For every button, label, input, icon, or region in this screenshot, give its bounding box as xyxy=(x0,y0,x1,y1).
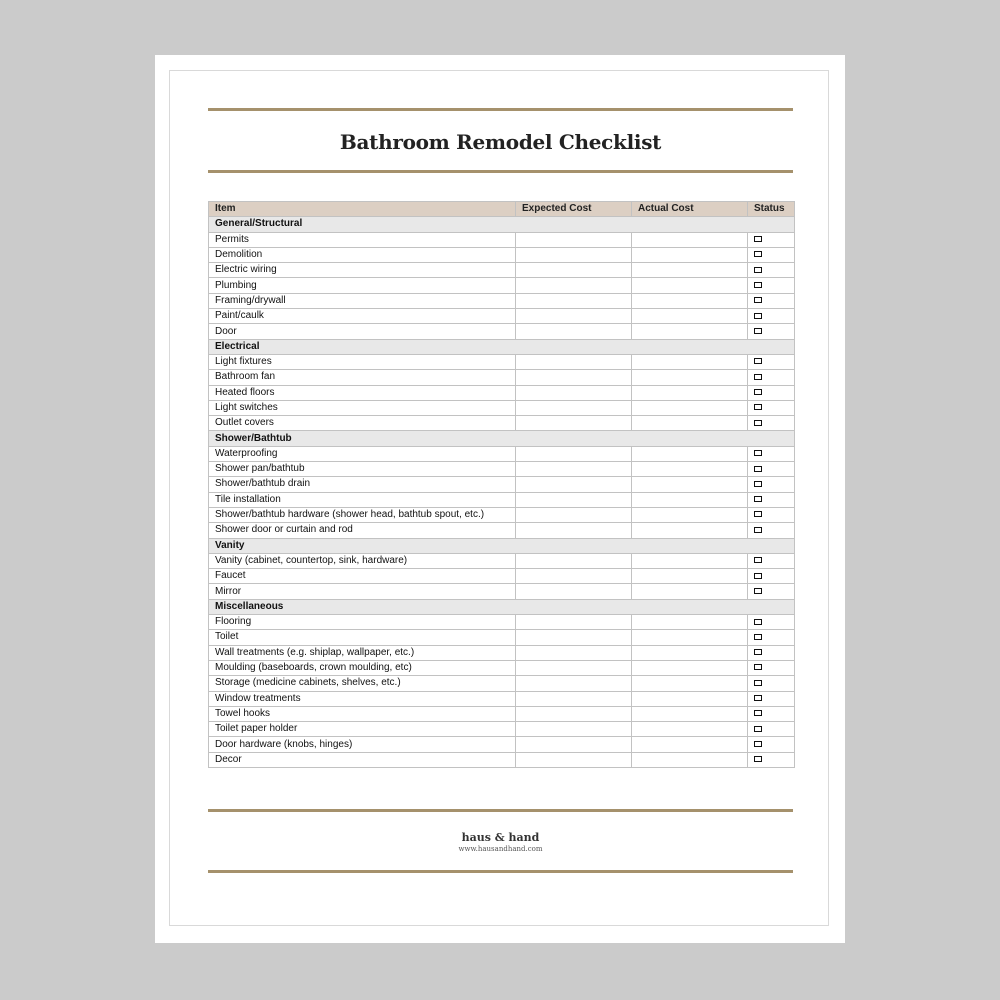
status-cell xyxy=(748,584,795,599)
checkbox-icon[interactable] xyxy=(754,695,762,701)
item-name: Faucet xyxy=(209,569,516,584)
checkbox-icon[interactable] xyxy=(754,313,762,319)
item-name: Towel hooks xyxy=(209,706,516,721)
section-row xyxy=(209,538,795,553)
section-label: Electrical xyxy=(209,339,795,354)
actual-cost-cell[interactable] xyxy=(632,324,748,339)
top-rule xyxy=(208,108,793,111)
actual-cost-cell[interactable] xyxy=(632,569,748,584)
expected-cost-cell[interactable] xyxy=(516,706,632,721)
checkbox-icon[interactable] xyxy=(754,328,762,334)
item-name: Mirror xyxy=(209,584,516,599)
checkbox-icon[interactable] xyxy=(754,374,762,380)
status-cell xyxy=(748,706,795,721)
expected-cost-cell[interactable] xyxy=(516,676,632,691)
status-cell xyxy=(748,354,795,369)
section-label: Vanity xyxy=(209,538,795,553)
header-expected-cost: Expected Cost xyxy=(516,202,632,217)
status-cell xyxy=(748,676,795,691)
checkbox-icon[interactable] xyxy=(754,573,762,579)
item-name: Toilet paper holder xyxy=(209,722,516,737)
expected-cost-cell[interactable] xyxy=(516,492,632,507)
actual-cost-cell[interactable] xyxy=(632,645,748,660)
table-row xyxy=(209,293,795,308)
table-row xyxy=(209,569,795,584)
table-row xyxy=(209,706,795,721)
checkbox-icon[interactable] xyxy=(754,420,762,426)
item-name: Door xyxy=(209,324,516,339)
item-name: Door hardware (knobs, hinges) xyxy=(209,737,516,752)
actual-cost-cell[interactable] xyxy=(632,354,748,369)
item-name: Shower/bathtub drain xyxy=(209,477,516,492)
table-row xyxy=(209,584,795,599)
status-cell xyxy=(748,309,795,324)
status-cell xyxy=(748,752,795,767)
section-row xyxy=(209,217,795,232)
expected-cost-cell[interactable] xyxy=(516,309,632,324)
item-name: Permits xyxy=(209,232,516,247)
actual-cost-cell[interactable] xyxy=(632,630,748,645)
expected-cost-cell[interactable] xyxy=(516,232,632,247)
status-cell xyxy=(748,278,795,293)
actual-cost-cell[interactable] xyxy=(632,278,748,293)
table-row xyxy=(209,354,795,369)
actual-cost-cell[interactable] xyxy=(632,446,748,461)
checkbox-icon[interactable] xyxy=(754,756,762,762)
checkbox-icon[interactable] xyxy=(754,496,762,502)
expected-cost-cell[interactable] xyxy=(516,324,632,339)
checkbox-icon[interactable] xyxy=(754,282,762,288)
status-cell xyxy=(748,523,795,538)
expected-cost-cell[interactable] xyxy=(516,446,632,461)
actual-cost-cell[interactable] xyxy=(632,660,748,675)
table-row xyxy=(209,507,795,522)
status-cell xyxy=(748,645,795,660)
item-name: Bathroom fan xyxy=(209,370,516,385)
header-item: Item xyxy=(209,202,516,217)
table-row xyxy=(209,676,795,691)
checkbox-icon[interactable] xyxy=(754,527,762,533)
actual-cost-cell[interactable] xyxy=(632,247,748,262)
expected-cost-cell[interactable] xyxy=(516,385,632,400)
expected-cost-cell[interactable] xyxy=(516,416,632,431)
checkbox-icon[interactable] xyxy=(754,466,762,472)
table-row xyxy=(209,309,795,324)
item-name: Demolition xyxy=(209,247,516,262)
checkbox-icon[interactable] xyxy=(754,404,762,410)
brand-name: haus & hand xyxy=(461,831,540,844)
item-name: Shower/bathtub hardware (shower head, bathtub spout, etc.) xyxy=(209,507,516,522)
table-row xyxy=(209,263,795,278)
actual-cost-cell[interactable] xyxy=(632,507,748,522)
section-row xyxy=(209,339,795,354)
actual-cost-cell[interactable] xyxy=(632,584,748,599)
item-name: Tile installation xyxy=(209,492,516,507)
item-name: Waterproofing xyxy=(209,446,516,461)
item-name: Flooring xyxy=(209,615,516,630)
item-name: Toilet xyxy=(209,630,516,645)
item-name: Shower pan/bathtub xyxy=(209,462,516,477)
actual-cost-cell[interactable] xyxy=(632,309,748,324)
header-status: Status xyxy=(748,202,795,217)
expected-cost-cell[interactable] xyxy=(516,247,632,262)
section-label: Miscellaneous xyxy=(209,599,795,614)
checklist-body xyxy=(209,217,795,768)
expected-cost-cell[interactable] xyxy=(516,660,632,675)
status-cell xyxy=(748,247,795,262)
checkbox-icon[interactable] xyxy=(754,481,762,487)
status-cell xyxy=(748,293,795,308)
footer-bottom-rule xyxy=(208,870,793,873)
checkbox-icon[interactable] xyxy=(754,557,762,563)
item-name: Light switches xyxy=(209,400,516,415)
status-cell xyxy=(748,232,795,247)
checkbox-icon[interactable] xyxy=(754,726,762,732)
expected-cost-cell[interactable] xyxy=(516,354,632,369)
checkbox-icon[interactable] xyxy=(754,649,762,655)
actual-cost-cell[interactable] xyxy=(632,615,748,630)
actual-cost-cell[interactable] xyxy=(632,752,748,767)
table-row xyxy=(209,232,795,247)
table-row xyxy=(209,615,795,630)
actual-cost-cell[interactable] xyxy=(632,416,748,431)
item-name: Light fixtures xyxy=(209,354,516,369)
expected-cost-cell[interactable] xyxy=(516,477,632,492)
status-cell xyxy=(748,492,795,507)
table-row xyxy=(209,737,795,752)
actual-cost-cell[interactable] xyxy=(632,722,748,737)
expected-cost-cell[interactable] xyxy=(516,553,632,568)
expected-cost-cell[interactable] xyxy=(516,737,632,752)
actual-cost-cell[interactable] xyxy=(632,462,748,477)
checkbox-icon[interactable] xyxy=(754,358,762,364)
item-name: Window treatments xyxy=(209,691,516,706)
status-cell xyxy=(748,507,795,522)
table-header-row xyxy=(209,202,795,217)
expected-cost-cell[interactable] xyxy=(516,507,632,522)
section-row xyxy=(209,431,795,446)
title-rule xyxy=(208,170,793,173)
item-name: Shower door or curtain and rod xyxy=(209,523,516,538)
actual-cost-cell[interactable] xyxy=(632,293,748,308)
actual-cost-cell[interactable] xyxy=(632,400,748,415)
table-row xyxy=(209,247,795,262)
expected-cost-cell[interactable] xyxy=(516,630,632,645)
item-name: Decor xyxy=(209,752,516,767)
table-row xyxy=(209,630,795,645)
table-row xyxy=(209,446,795,461)
actual-cost-cell[interactable] xyxy=(632,385,748,400)
checkbox-icon[interactable] xyxy=(754,588,762,594)
document-page xyxy=(155,55,845,943)
item-name: Moulding (baseboards, crown moulding, etc) xyxy=(209,660,516,675)
item-name: Storage (medicine cabinets, shelves, etc.) xyxy=(209,676,516,691)
checkbox-icon[interactable] xyxy=(754,664,762,670)
checkbox-icon[interactable] xyxy=(754,267,762,273)
item-name: Outlet covers xyxy=(209,416,516,431)
status-cell xyxy=(748,660,795,675)
checklist-table xyxy=(208,201,795,768)
section-label: Shower/Bathtub xyxy=(209,431,795,446)
checkbox-icon[interactable] xyxy=(754,634,762,640)
checkbox-icon[interactable] xyxy=(754,389,762,395)
table-row xyxy=(209,385,795,400)
item-name: Heated floors xyxy=(209,385,516,400)
actual-cost-cell[interactable] xyxy=(632,691,748,706)
table-row xyxy=(209,492,795,507)
table-row xyxy=(209,752,795,767)
page-title: Bathroom Remodel Checklist xyxy=(339,130,662,154)
item-name: Paint/caulk xyxy=(209,309,516,324)
table-row xyxy=(209,691,795,706)
checkbox-icon[interactable] xyxy=(754,619,762,625)
expected-cost-cell[interactable] xyxy=(516,569,632,584)
status-cell xyxy=(748,553,795,568)
expected-cost-cell[interactable] xyxy=(516,615,632,630)
actual-cost-cell[interactable] xyxy=(632,523,748,538)
actual-cost-cell[interactable] xyxy=(632,553,748,568)
table-row xyxy=(209,645,795,660)
actual-cost-cell[interactable] xyxy=(632,676,748,691)
checkbox-icon[interactable] xyxy=(754,251,762,257)
actual-cost-cell[interactable] xyxy=(632,232,748,247)
actual-cost-cell[interactable] xyxy=(632,492,748,507)
expected-cost-cell[interactable] xyxy=(516,278,632,293)
table-row xyxy=(209,462,795,477)
footer-top-rule xyxy=(208,809,793,812)
table-row xyxy=(209,370,795,385)
status-cell xyxy=(748,615,795,630)
status-cell xyxy=(748,691,795,706)
status-cell xyxy=(748,462,795,477)
checkbox-icon[interactable] xyxy=(754,680,762,686)
table-row xyxy=(209,722,795,737)
checkbox-icon[interactable] xyxy=(754,710,762,716)
brand-block xyxy=(208,831,793,853)
checkbox-icon[interactable] xyxy=(754,297,762,303)
expected-cost-cell[interactable] xyxy=(516,263,632,278)
checkbox-icon[interactable] xyxy=(754,236,762,242)
item-name: Wall treatments (e.g. shiplap, wallpaper, etc.) xyxy=(209,645,516,660)
expected-cost-cell[interactable] xyxy=(516,370,632,385)
status-cell xyxy=(748,722,795,737)
actual-cost-cell[interactable] xyxy=(632,706,748,721)
section-row xyxy=(209,599,795,614)
expected-cost-cell[interactable] xyxy=(516,523,632,538)
checkbox-icon[interactable] xyxy=(754,450,762,456)
expected-cost-cell[interactable] xyxy=(516,400,632,415)
status-cell xyxy=(748,370,795,385)
expected-cost-cell[interactable] xyxy=(516,722,632,737)
item-name: Vanity (cabinet, countertop, sink, hardware) xyxy=(209,553,516,568)
expected-cost-cell[interactable] xyxy=(516,293,632,308)
actual-cost-cell[interactable] xyxy=(632,477,748,492)
status-cell xyxy=(748,416,795,431)
status-cell xyxy=(748,446,795,461)
header-actual-cost: Actual Cost xyxy=(632,202,748,217)
brand-url: www.hausandhand.com xyxy=(458,845,543,853)
table-row xyxy=(209,324,795,339)
table-row xyxy=(209,416,795,431)
status-cell xyxy=(748,477,795,492)
table-row xyxy=(209,523,795,538)
status-cell xyxy=(748,263,795,278)
table-row xyxy=(209,400,795,415)
table-row xyxy=(209,660,795,675)
expected-cost-cell[interactable] xyxy=(516,752,632,767)
status-cell xyxy=(748,324,795,339)
status-cell xyxy=(748,737,795,752)
actual-cost-cell[interactable] xyxy=(632,263,748,278)
checkbox-icon[interactable] xyxy=(754,741,762,747)
item-name: Electric wiring xyxy=(209,263,516,278)
expected-cost-cell[interactable] xyxy=(516,462,632,477)
status-cell xyxy=(748,630,795,645)
table-row xyxy=(209,477,795,492)
status-cell xyxy=(748,400,795,415)
checkbox-icon[interactable] xyxy=(754,511,762,517)
item-name: Framing/drywall xyxy=(209,293,516,308)
expected-cost-cell[interactable] xyxy=(516,691,632,706)
expected-cost-cell[interactable] xyxy=(516,645,632,660)
table-row xyxy=(209,278,795,293)
status-cell xyxy=(748,569,795,584)
actual-cost-cell[interactable] xyxy=(632,370,748,385)
expected-cost-cell[interactable] xyxy=(516,584,632,599)
item-name: Plumbing xyxy=(209,278,516,293)
section-label: General/Structural xyxy=(209,217,795,232)
table-row xyxy=(209,553,795,568)
status-cell xyxy=(748,385,795,400)
actual-cost-cell[interactable] xyxy=(632,737,748,752)
